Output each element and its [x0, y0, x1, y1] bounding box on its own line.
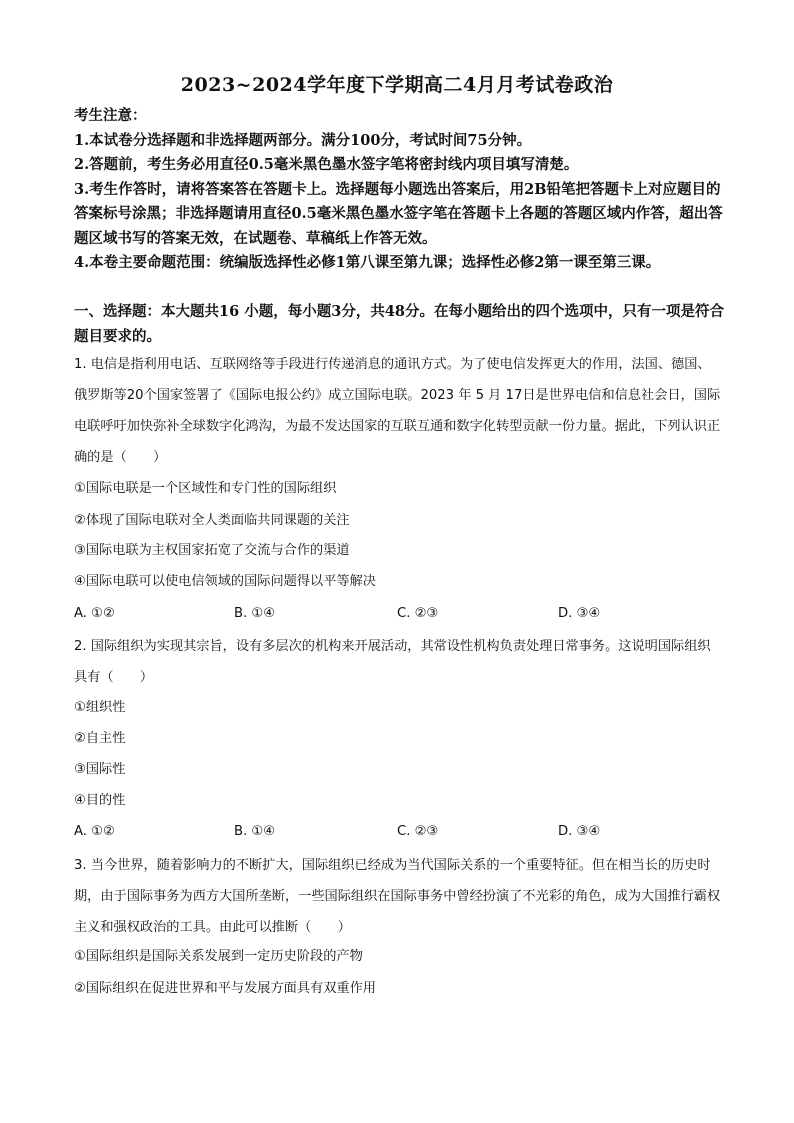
section-heading: 一、选择题：本大题共16 小题，每小题3分，共48分。在每小题给出的四个选项中，只有一项是符合题目要求的。: [74, 303, 724, 345]
question-2-choice-c[interactable]: C. ②③: [397, 824, 439, 839]
question-2-item-4: ④目的性: [74, 793, 126, 808]
question-2-item-3: ③国际性: [74, 762, 126, 777]
question-2-choice-b[interactable]: B. ①④: [234, 824, 276, 839]
exam-title: 2023~2024学年度下学期高二4月月考试卷政治: [180, 74, 614, 96]
question-1-item-2: ②体现了国际电联对全人类面临共同课题的关注: [74, 513, 350, 528]
question-1-choice-c[interactable]: C. ②③: [397, 606, 439, 621]
notice-heading: 考生注意：: [74, 107, 147, 124]
question-1-item-4: ④国际电联可以使电信领域的国际问题得以平等解决: [74, 574, 376, 589]
question-1-stem: 1. 电信是指利用电话、互联网络等手段进行传递消息的通讯方式。为了使电信发挥更大的作用，法国、德国、俄罗斯等20个国家签署了《国际电报公约》成立国际电联。2023 年 5 月 17日是世界电信和信息社会日，国际电联呼吁加快弥补全球数字化鸿沟，为最不发达国家的互联互通和数字化转型贡献一份力量。据此，下列认识正确的是（ ）: [74, 357, 721, 465]
question-3-item-2: ②国际组织在促进世界和平与发展方面具有双重作用: [74, 981, 376, 996]
notice-item-4: 4.本卷主要命题范围：统编版选择性必修1第八课至第九课；选择性必修2第一课至第三课。: [74, 254, 661, 271]
question-3-item-1: ①国际组织是国际关系发展到一定历史阶段的产物: [74, 949, 363, 964]
question-2-item-2: ②自主性: [74, 731, 126, 746]
question-2-stem: 2. 国际组织为实现其宗旨，设有多层次的机构来开展活动，其常设性机构负责处理日常事务。这说明国际组织具有（ ）: [74, 639, 711, 685]
notice-block: [74, 104, 724, 276]
question-2-choice-a[interactable]: A. ①②: [74, 824, 115, 839]
notice-item-2: 2.答题前，考生务必用直径0.5毫米黑色墨水签字笔将密封线内项目填写清楚。: [74, 156, 579, 173]
question-1-choice-a[interactable]: A. ①②: [74, 606, 115, 621]
question-2-item-1: ①组织性: [74, 700, 126, 715]
question-1-choice-d[interactable]: D. ③④: [558, 606, 601, 621]
notice-item-1: 1.本试卷分选择题和非选择题两部分。满分100分，考试时间75分钟。: [74, 131, 532, 149]
notice-item-3: 3.考生作答时，请将答案答在答题卡上。选择题每小题选出答案后，用2B铅笔把答题卡上对应题目的答案标号涂黑；非选择题请用直径0.5毫米黑色墨水签字笔在答题卡上各题的答题区域内作答，超出答题区域书写的答案无效，在试题卷、草稿纸上作答无效。: [74, 180, 723, 247]
question-3-stem: 3. 当今世界，随着影响力的不断扩大，国际组织已经成为当代国际关系的一个重要特征。但在相当长的历史时期，由于国际事务为西方大国所垄断，一些国际组织在国际事务中曾经扮演了不光彩的角色，成为大国推行霸权主义和强权政治的工具。由此可以推断（ ）: [74, 858, 721, 935]
question-2-choice-d[interactable]: D. ③④: [558, 824, 601, 839]
question-1-choice-b[interactable]: B. ①④: [234, 606, 276, 621]
question-1-item-1: ①国际电联是一个区域性和专门性的国际组织: [74, 481, 337, 496]
question-1-item-3: ③国际电联为主权国家拓宽了交流与合作的渠道: [74, 543, 350, 558]
